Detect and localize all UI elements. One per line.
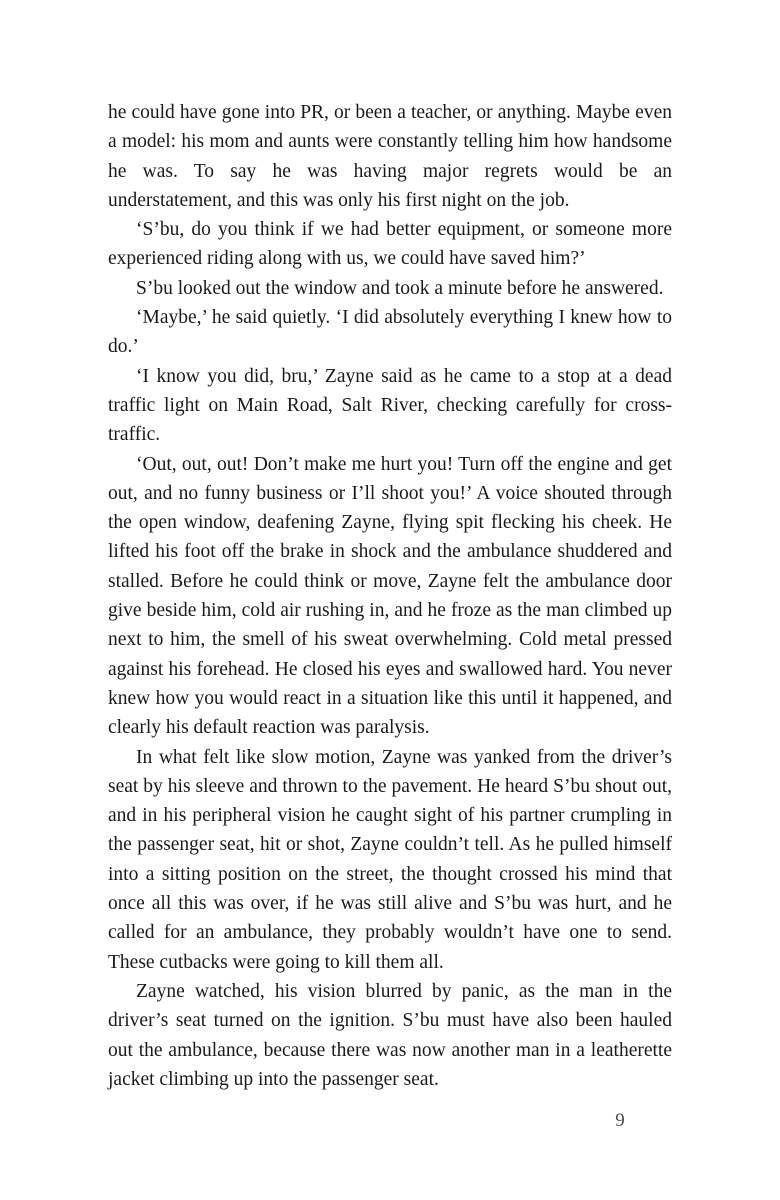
paragraph: In what felt like slow motion, Zayne was yanked from the driver’s seat by his sleeve and thrown to the pavement. He heard S’bu shout out, and in his peripheral vision he caught sight of his partner crumpling in the passenger seat, hit or shot, Zayne couldn’t tell. As he pulled himself into a sitting position on the street, the thought crossed his mind that once all this was over, if he was still alive and S’bu was hurt, and he called for an ambulance, they probably wouldn’t have one to send. These cutbacks were going to kill them all. bbox=[108, 746, 672, 973]
paragraph: ‘Out, out, out! Don’t make me hurt you! Turn off the engine and get out, and no funny business or I’ll shoot you!’ A voice shouted through the open window, deafening Zayne, flying spit flecking his cheek. He lifted his foot off the brake in shock and the ambulance shuddered and stalled. Before he could think or move, Zayne felt the ambulance door give beside him, cold air rushing in, and he froze as the man climbed up next to him, the smell of his sweat overwhelming. Cold metal pressed against his forehead. He closed his eyes and swallowed hard. You never knew how you would react in a situation like this until it happened, and clearly his default reaction was paralysis. bbox=[108, 453, 672, 739]
paragraph: he could have gone into PR, or been a teacher, or anything. Maybe even a model: his mom and aunts were constantly telling him how handsome he was. To say he was having major regrets would be an understatement, and this was only his first night on the job. bbox=[108, 102, 672, 211]
paragraph: Zayne watched, his vision blurred by panic, as the man in the driver’s seat turned on the ignition. S’bu must have also been hauled out the ambulance, because there was now another man in a leatherette jacket climbing up into the passenger seat. bbox=[108, 980, 672, 1090]
paragraph: ‘I know you did, bru,’ Zayne said as he came to a stop at a dead traffic light on Main Road, Salt River, checking carefully for cross-traffic. bbox=[108, 365, 672, 446]
paragraph: S’bu looked out the window and took a minute before he answered. bbox=[136, 277, 664, 299]
page-number: 9 bbox=[615, 1110, 625, 1131]
paragraph: ‘Maybe,’ he said quietly. ‘I did absolutely everything I knew how to do.’ bbox=[108, 307, 672, 358]
body-text bbox=[108, 98, 672, 1094]
paragraph: ‘S’bu, do you think if we had better equipment, or someone more experienced riding along with us, we could have saved him?’ bbox=[108, 219, 672, 270]
